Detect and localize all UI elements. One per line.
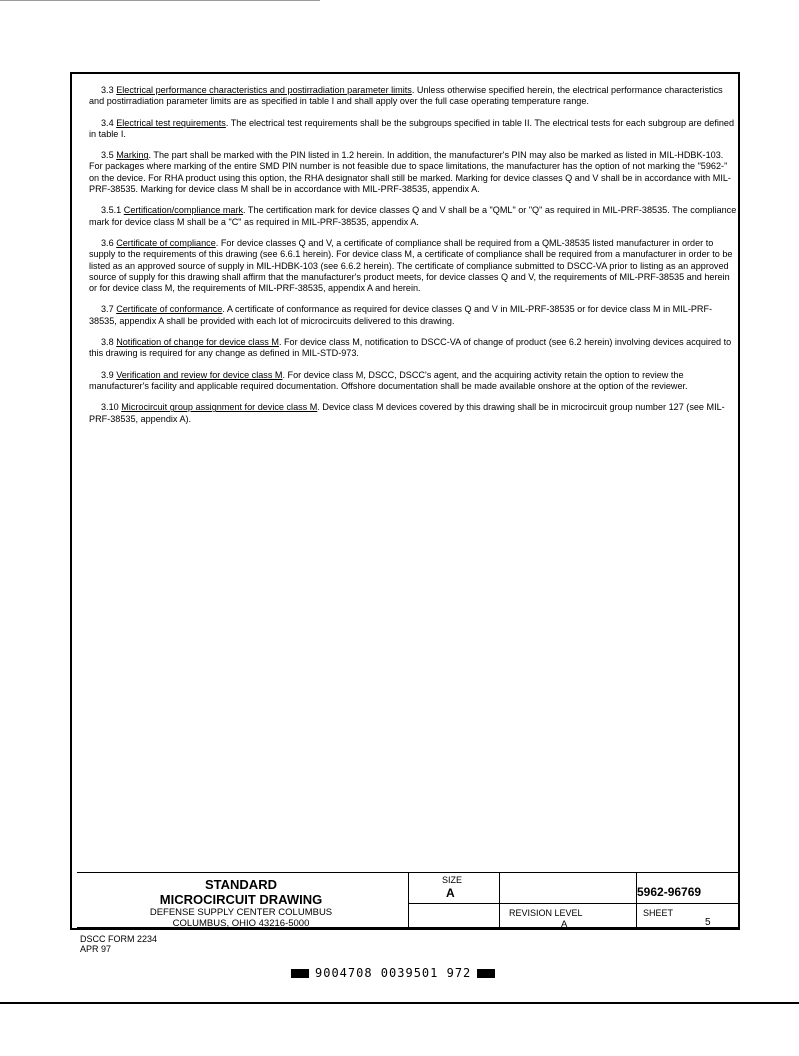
title-block <box>77 872 738 928</box>
drawing-number: 5962-96769 <box>637 885 702 899</box>
paragraph-3-7 <box>89 304 737 327</box>
barcode-number: 9004708 0039501 972 <box>315 966 472 980</box>
paragraph-title: Certificate of conformance <box>116 304 223 315</box>
drawing-type-title <box>77 877 405 907</box>
paragraph-3-4 <box>89 118 737 141</box>
paragraph-text: . The electrical test requirements shall be the subgroups specified in table II. The electrical tests for each subgroup are defined in table I. <box>89 117 735 139</box>
paragraph-3-5 <box>89 150 737 195</box>
paragraph-title: Electrical test requirements <box>116 117 226 128</box>
paragraph-text: . Device class M devices covered by this drawing shall be in microcircuit group number 127 (see MIL-PRF-38535, appendix A). <box>89 402 725 424</box>
paragraph-number: 3.3 <box>101 85 114 95</box>
title-line-microcircuit: MICROCIRCUIT DRAWING <box>159 892 323 907</box>
paragraph-title: Certification/compliance mark <box>123 205 244 216</box>
paragraph-number: 3.7 <box>101 304 114 315</box>
title-block-divider <box>408 903 738 904</box>
paragraph-3-8 <box>89 337 737 360</box>
paragraph-number: 3.5 <box>101 150 114 161</box>
drawing-frame <box>70 72 740 930</box>
barcode-footer <box>285 966 501 980</box>
bottom-edge-line <box>0 1002 799 1004</box>
paragraph-text: . For device classes Q and V, a certificate of compliance shall be required from a QML-38535 listed manufacturer in order to supply to the requirements of this drawing (see 6.6.1 herein). For device class M, a certificate of compliance shall be required from a manufacturer in order to be listed as an approved source of supply in MIL-HDBK-103 (see 6.6.2 herein). The certificate of compliance submitted to DSCC-VA prior to listing as an approved source of supply for this drawing shall affirm that the manufacturer's product meets, for device classes Q and V, the requirements of MIL-PRF-38535 and herein or for device class M, the requirements of MIL-PRF-38535, appendix A and herein. <box>89 237 733 294</box>
agency-address <box>77 907 405 929</box>
revision-label: REVISION LEVEL <box>509 908 583 918</box>
title-block-divider <box>636 873 637 928</box>
paragraph-number: 3.4 <box>101 117 114 128</box>
sheet-number: 5 <box>705 917 711 928</box>
paragraph-text: . For device class M, notification to DSCC-VA of change of product (see 6.2 herein) involving devices acquired to this drawing is required for any change as defined in MIL-STD-973. <box>89 337 732 359</box>
paragraph-3-5-1 <box>89 205 737 228</box>
paragraph-title: Marking <box>116 150 149 161</box>
paragraph-text: . Unless otherwise specified herein, the electrical performance characteristics and postirradiation parameter limits are as specified in table I and shall apply over the full case operating temperature range. <box>89 85 723 107</box>
paragraph-3-6 <box>89 238 737 294</box>
paragraph-text: . The part shall be marked with the PIN listed in 1.2 herein. In addition, the manufacturer's PIN may also be marked as listed in MIL-HDBK-103. For packages where marking of the entire SMD PIN number is not feasible due to space limitations, the manufacturer has the option of not marking the "5962-" on the device. For RHA product using this option, the RHA designator shall still be marked. Marking for device classes Q and V shall be in accordance with MIL-PRF-38535. Marking for device class M shall be in accordance with MIL-PRF-38535, appendix A. <box>89 150 731 195</box>
paragraph-number: 3.9 <box>101 369 114 380</box>
revision-value: A <box>561 919 568 930</box>
form-date: APR 97 <box>80 944 112 954</box>
paragraph-3-10 <box>89 402 737 425</box>
form-number: DSCC FORM 2234 <box>80 934 158 944</box>
paragraph-title: Microcircuit group assignment for device class M <box>121 402 318 413</box>
paragraph-text: . A certificate of conformance as required for device classes Q and V in MIL-PRF-38535 or for device class M in MIL-PRF-38535, appendix A shall be provided with each lot of microcircuits delivered to this drawing. <box>89 304 713 326</box>
agency-city: COLUMBUS, OHIO 43216-5000 <box>172 918 310 929</box>
paragraph-number: 3.8 <box>101 337 114 348</box>
paragraph-text: . The certification mark for device classes Q and V shall be a "QML" or "Q" as required in MIL-PRF-38535. The compliance mark for device class M shall be a "C" as required in MIL-PRF-38535, appendix A. <box>89 205 737 227</box>
document-body <box>89 85 737 435</box>
sheet-label: SHEET <box>643 908 674 918</box>
size-value: A <box>446 886 455 900</box>
title-block-divider <box>408 873 409 928</box>
paragraph-3-3 <box>89 85 737 108</box>
paragraph-3-9 <box>89 370 737 393</box>
paragraph-text: . For device class M, DSCC, DSCC's agent, and the acquiring activity retain the option to review the manufacturer's facility and applicable required documentation. Offshore documentation shall be made available onshore at the option of the reviewer. <box>89 369 688 391</box>
paragraph-number: 3.6 <box>101 237 114 248</box>
top-edge-line <box>0 0 320 1</box>
paragraph-number: 3.10 <box>101 402 119 413</box>
barcode-block-icon <box>291 969 309 978</box>
agency-name: DEFENSE SUPPLY CENTER COLUMBUS <box>149 907 333 918</box>
paragraph-number: 3.5.1 <box>101 205 122 216</box>
title-line-standard: STANDARD <box>205 877 277 892</box>
paragraph-title: Notification of change for device class M <box>116 337 279 348</box>
barcode-block-icon <box>477 969 495 978</box>
title-block-divider <box>499 873 500 928</box>
paragraph-title: Electrical performance characteristics and postirradiation parameter limits <box>116 85 412 95</box>
form-identifier <box>80 934 157 954</box>
paragraph-title: Certificate of compliance <box>116 237 216 248</box>
size-label: SIZE <box>442 875 463 885</box>
paragraph-title: Verification and review for device class M <box>116 369 283 380</box>
